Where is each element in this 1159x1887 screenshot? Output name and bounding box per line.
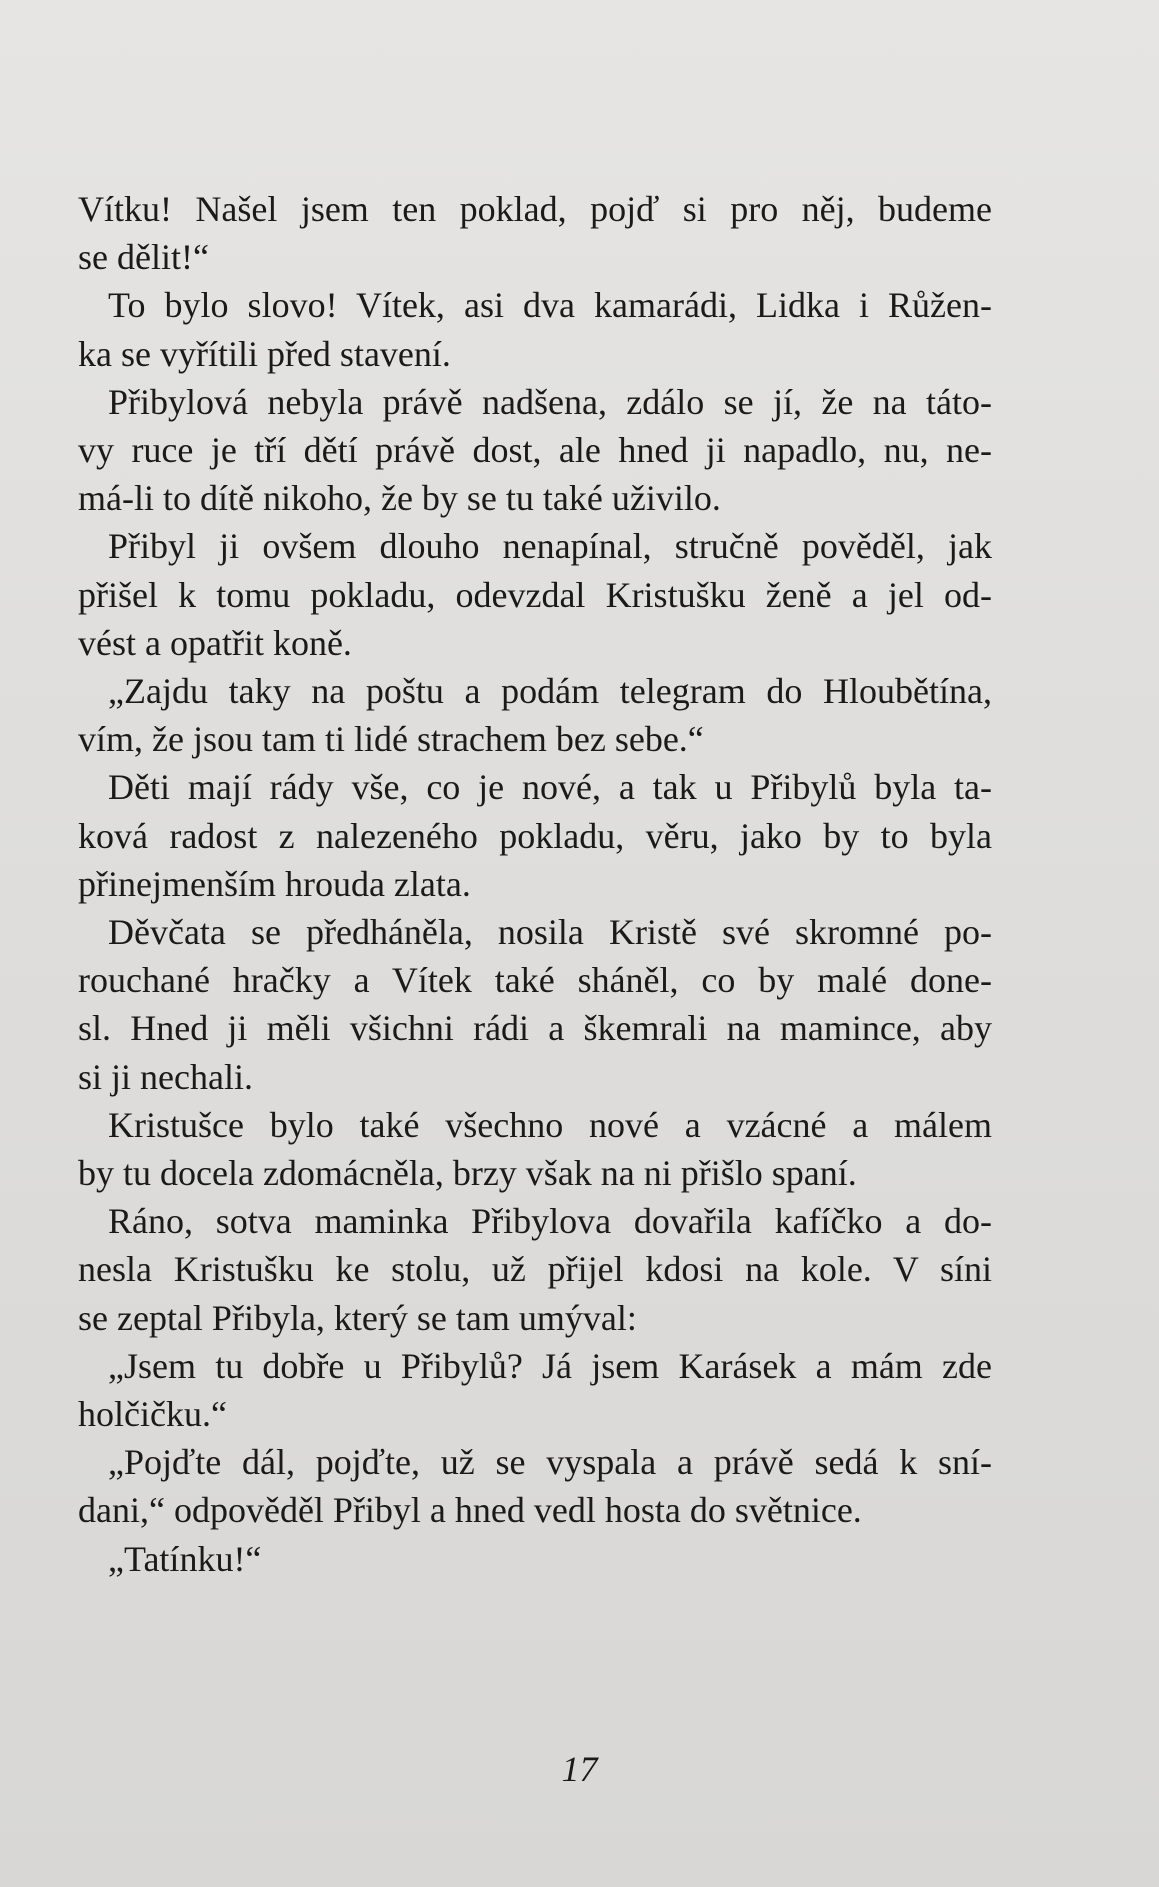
text-line: Děti mají rády vše, co je nové, a tak u Přibylů byla ta- (108, 767, 992, 808)
text-line: „Tatínku!“ (108, 1538, 262, 1579)
text-line: To bylo slovo! Vítek, asi dva kamarádi, Lidka i Růžen- (108, 285, 992, 326)
text-line: se zeptal Přibyla, který se tam umýval: (78, 1297, 637, 1338)
text-line: se dělit!“ (78, 237, 209, 278)
text-line: si ji nechali. (78, 1056, 253, 1097)
body-text (78, 185, 992, 1583)
text-line: Přibylová nebyla právě nadšena, zdálo se jí, že na táto- (108, 381, 992, 422)
text-line: Přibyl ji ovšem dlouho nenapínal, stručně pověděl, jak (108, 526, 992, 567)
text-line: nesla Kristušku ke stolu, už přijel kdosi na kole. V síni (78, 1249, 992, 1290)
text-line: přišel k tomu pokladu, odevzdal Kristušku ženě a jel od- (78, 574, 992, 615)
text-line: vést a opatřit koně. (78, 622, 352, 663)
text-line: Vítku! Našel jsem ten poklad, pojď si pro něj, budeme (78, 189, 992, 229)
text-line: holčičku.“ (78, 1394, 227, 1435)
text-line: rouchané hračky a Vítek také sháněl, co by malé done- (78, 960, 992, 1001)
text-line: Ráno, sotva maminka Přibylova dovařila kafíčko a do- (108, 1201, 992, 1242)
text-line: Kristušce bylo také všechno nové a vzácné a málem (108, 1104, 992, 1145)
text-line: „Jsem tu dobře u Přibylů? Já jsem Karásek a mám zde (108, 1345, 992, 1386)
text-line: ková radost z nalezeného pokladu, věru, jako by to byla (78, 815, 992, 856)
text-line: dani,“ odpověděl Přibyl a hned vedl hosta do světnice. (78, 1490, 862, 1531)
text-line: „Zajdu taky na poštu a podám telegram do Hloubětína, (108, 671, 992, 712)
text-line: vím, že jsou tam ti lidé strachem bez sebe.“ (78, 719, 704, 760)
text-line: Děvčata se předháněla, nosila Kristě své skromné po- (108, 912, 992, 953)
text-line: přinejmenším hrouda zlata. (78, 863, 471, 904)
text-line: by tu docela zdomácněla, brzy však na ni přišlo spaní. (78, 1153, 857, 1194)
text-line: vy ruce je tří dětí právě dost, ale hned ji napadlo, nu, ne- (78, 430, 992, 471)
text-line: ka se vyřítili před stavení. (78, 333, 451, 374)
text-line: „Pojďte dál, pojďte, už se vyspala a právě sedá k sní- (108, 1442, 992, 1483)
text-line: má-li to dítě nikoho, že by se tu také uživilo. (78, 478, 721, 519)
text-line: sl. Hned ji měli všichni rádi a škemrali na mamince, aby (78, 1008, 992, 1049)
page-number: 17 (561, 1749, 598, 1789)
